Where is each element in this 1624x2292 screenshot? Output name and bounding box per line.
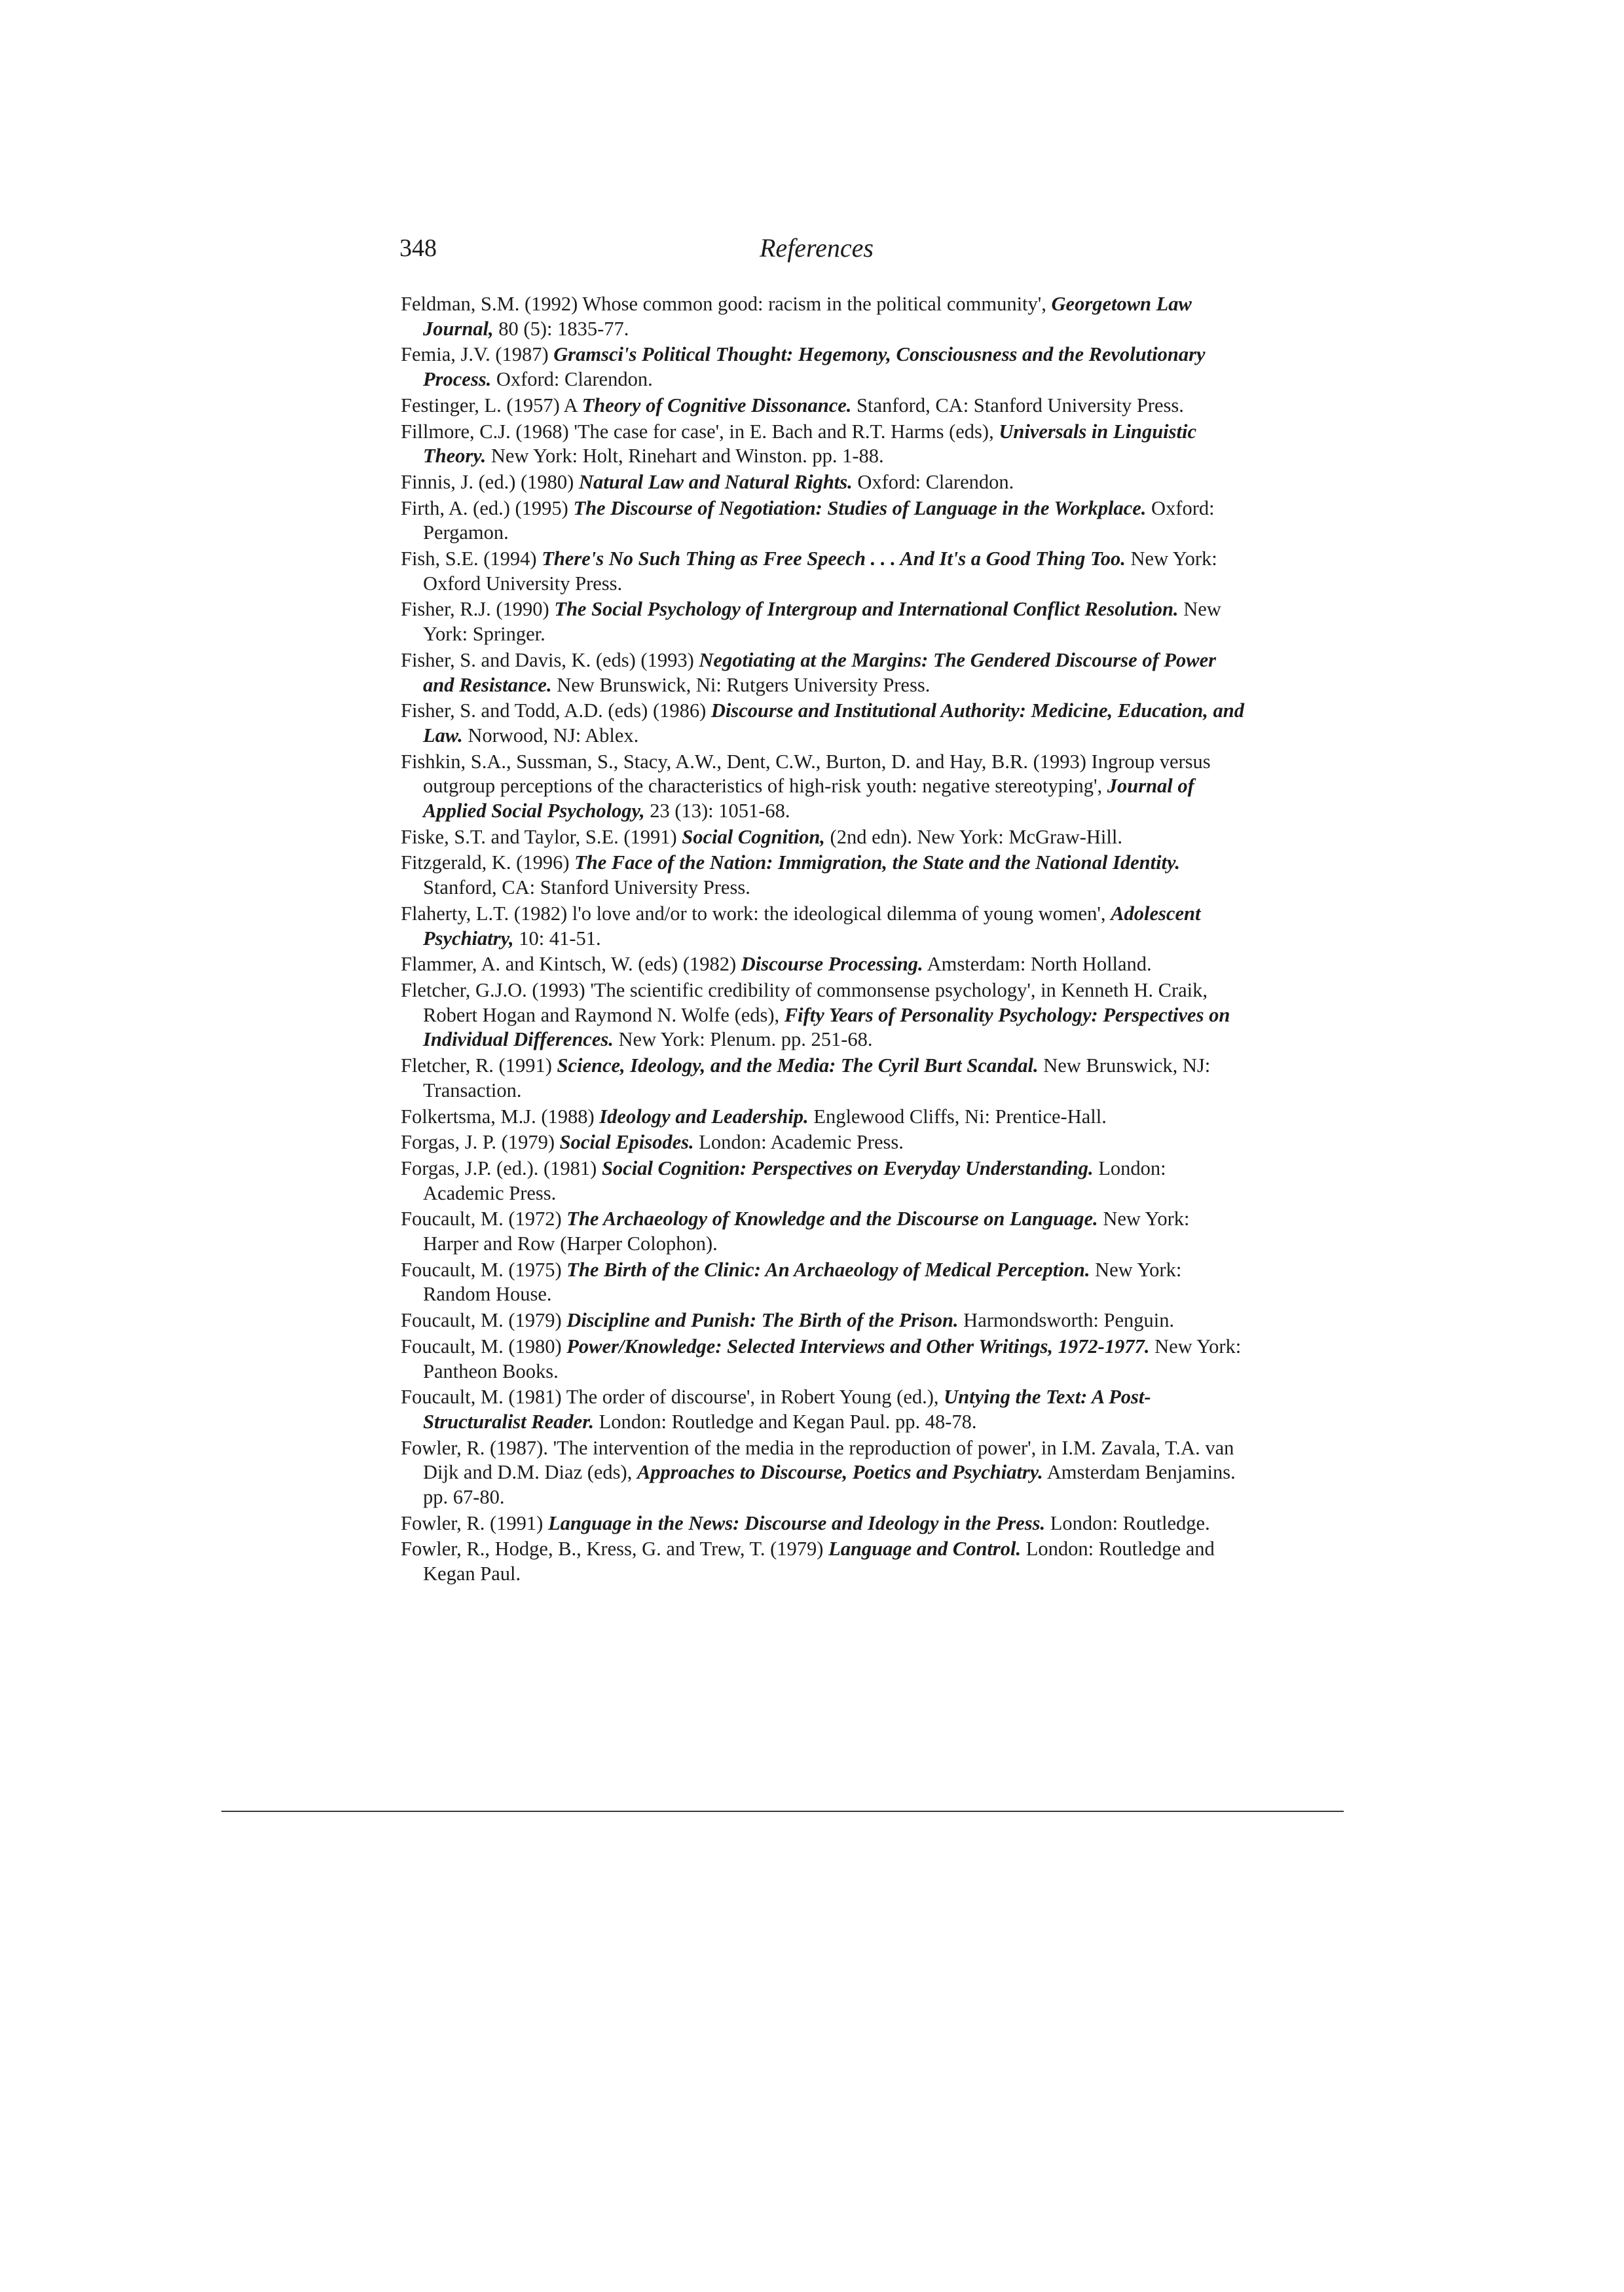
reference-title: Theory of Cognitive Dissonance. <box>581 394 852 416</box>
reference-publication-text: New Brunswick, NJ: Transaction. <box>423 1054 1211 1101</box>
reference-authors-text: Femia, J.V. (1987) <box>401 343 554 366</box>
reference-authors-text: Fowler, R. (1991) <box>401 1511 548 1534</box>
reference-authors-text: Fitzgerald, K. (1996) <box>401 851 575 874</box>
reference-publication-text: New Brunswick, Ni: Rutgers University Press. <box>551 673 931 696</box>
reference-authors-text: Fletcher, R. (1991) <box>401 1054 557 1077</box>
reference-title: Fifty Years of Personality Psychology: Perspectives on Individual Differences. <box>423 1003 1230 1051</box>
reference-publication-text: New York: Oxford University Press. <box>423 547 1217 595</box>
reference-title: There's No Such Thing as Free Speech . . . And It's a Good Thing Too. <box>542 547 1126 570</box>
reference-authors-text: Fish, S.E. (1994) <box>401 547 542 570</box>
reference-entry <box>401 1511 1249 1536</box>
reference-publication-text: Harmondsworth: Penguin. <box>958 1309 1175 1332</box>
reference-publication-text: New York: Springer. <box>423 598 1221 646</box>
reference-entry <box>401 1308 1249 1333</box>
reference-title: Science, Ideology, and the Media: The Cyril Burt Scandal. <box>557 1054 1039 1077</box>
reference-authors-text: Fishkin, S.A., Sussman, S., Stacy, A.W., Dent, C.W., Burton, D. and Hay, B.R. (1993) Ingroup versus outgroup perceptions of the characteristics of high-risk youth: negative stereotyping', <box>401 750 1211 798</box>
reference-entry <box>401 470 1249 495</box>
reference-authors-text: Fisher, S. and Davis, K. (eds) (1993) <box>401 648 699 671</box>
reference-title: Language and Control. <box>828 1538 1022 1561</box>
reference-authors-text: Foucault, M. (1980) <box>401 1335 567 1358</box>
reference-publication-text: New York: Plenum. pp. 251-68. <box>613 1028 873 1051</box>
reference-entry <box>401 496 1249 545</box>
reference-publication-text: London: Routledge and Kegan Paul. pp. 48-78. <box>594 1410 977 1433</box>
reference-authors-text: Fillmore, C.J. (1968) 'The case for case', in E. Bach and R.T. Harms (eds), <box>401 420 999 443</box>
reference-publication-text: London: Academic Press. <box>423 1156 1166 1204</box>
reference-publication-text: New York: Pantheon Books. <box>423 1335 1242 1382</box>
reference-publication-text: 23 (13): 1051-68. <box>644 800 790 823</box>
reference-publication-text: London: Academic Press. <box>693 1131 904 1154</box>
reference-authors-text: Fisher, R.J. (1990) <box>401 598 555 621</box>
reference-authors-text: Foucault, M. (1972) <box>401 1208 567 1230</box>
reference-entry <box>401 1335 1249 1384</box>
reference-title: Journal of Applied Social Psychology, <box>423 775 1194 823</box>
reference-publication-text: (2nd edn). New York: McGraw-Hill. <box>824 825 1122 848</box>
reference-title: The Discourse of Negotiation: Studies of Language in the Workplace. <box>573 496 1147 519</box>
reference-authors-text: Flammer, A. and Kintsch, W. (eds) (1982) <box>401 953 741 976</box>
reference-entry <box>401 648 1249 697</box>
reference-publication-text: London: Routledge and Kegan Paul. <box>423 1538 1215 1585</box>
reference-authors-text: Feldman, S.M. (1992) Whose common good: racism in the political community', <box>401 293 1052 315</box>
reference-authors-text: Fisher, S. and Todd, A.D. (eds) (1986) <box>401 699 711 722</box>
reference-title: Untying the Text: A Post-Structuralist Reader. <box>423 1386 1151 1433</box>
reference-title: Power/Knowledge: Selected Interviews and Other Writings, 1972-1977. <box>566 1335 1150 1358</box>
reference-title: Universals in Linguistic Theory. <box>423 420 1196 468</box>
reference-authors-text: Folkertsma, M.J. (1988) <box>401 1105 600 1128</box>
reference-authors-text: Forgas, J.P. (ed.). (1981) <box>401 1156 602 1179</box>
reference-entry <box>401 1537 1249 1586</box>
reference-publication-text: Amsterdam: North Holland. <box>923 953 1152 976</box>
reference-publication-text: New York: Holt, Rinehart and Winston. pp. 1-88. <box>486 445 884 468</box>
reference-entry <box>401 1385 1249 1434</box>
reference-entry <box>401 952 1249 977</box>
reference-entry <box>401 597 1249 646</box>
reference-authors-text: Fiske, S.T. and Taylor, S.E. (1991) <box>401 825 682 848</box>
reference-entry <box>401 902 1249 951</box>
reference-title: Negotiating at the Margins: The Gendered Discourse of Power and Resistance. <box>423 648 1216 696</box>
reference-title: Social Cognition, <box>682 825 825 848</box>
reference-title: Discourse and Institutional Authority: Medicine, Education, and Law. <box>423 699 1244 747</box>
running-title: References <box>760 233 874 263</box>
reference-list <box>401 292 1249 1588</box>
reference-authors-text: Fowler, R. (1987). 'The intervention of the media in the reproduction of power', in I.M. Zavala, T.A. van Dijk and D.M. Diaz (eds), <box>401 1436 1234 1484</box>
reference-authors-text: Firth, A. (ed.) (1995) <box>401 496 574 519</box>
reference-authors-text: Festinger, L. (1957) A <box>401 394 582 416</box>
reference-title: Discourse Processing. <box>741 953 923 976</box>
reference-publication-text: 80 (5): 1835-77. <box>493 317 629 340</box>
reference-title: Approaches to Discourse, Poetics and Psychiatry. <box>637 1461 1043 1484</box>
reference-title: Discipline and Punish: The Birth of the Prison. <box>566 1309 959 1332</box>
reference-title: The Birth of the Clinic: An Archaeology of Medical Perception. <box>566 1258 1090 1281</box>
reference-title: The Social Psychology of Intergroup and International Conflict Resolution. <box>554 598 1179 621</box>
reference-entry <box>401 978 1249 1052</box>
reference-entry <box>401 394 1249 418</box>
reference-entry <box>401 1156 1249 1206</box>
reference-authors-text: Fletcher, G.J.O. (1993) 'The scientific credibility of commonsense psychology', in Kenneth H. Craik, Robert Hogan and Raymond N. Wolfe (eds), <box>401 978 1208 1026</box>
reference-authors-text: Forgas, J. P. (1979) <box>401 1131 560 1154</box>
reference-entry <box>401 1436 1249 1510</box>
reference-publication-text: Englewood Cliffs, Ni: Prentice-Hall. <box>808 1105 1107 1128</box>
reference-entry <box>401 750 1249 824</box>
reference-entry <box>401 851 1249 900</box>
reference-entry <box>401 292 1249 341</box>
reference-authors-text: Finnis, J. (ed.) (1980) <box>401 470 579 493</box>
reference-publication-text: Oxford: Clarendon. <box>852 470 1014 493</box>
reference-entry <box>401 1207 1249 1256</box>
reference-title: Georgetown Law Journal, <box>423 293 1192 340</box>
reference-title: Natural Law and Natural Rights. <box>578 470 853 493</box>
reference-publication-text: 10: 41-51. <box>513 927 601 950</box>
reference-entry <box>401 699 1249 748</box>
reference-publication-text: Amsterdam Benjamins. pp. 67-80. <box>423 1461 1236 1509</box>
reference-entry <box>401 1258 1249 1307</box>
reference-authors-text: Flaherty, L.T. (1982) l'o love and/or to work: the ideological dilemma of young women', <box>401 902 1111 925</box>
reference-entry <box>401 825 1249 850</box>
reference-publication-text: Oxford: Pergamon. <box>423 496 1215 544</box>
reference-publication-text: Norwood, NJ: Ablex. <box>462 724 639 747</box>
reference-entry <box>401 420 1249 469</box>
reference-publication-text: Oxford: Clarendon. <box>491 368 653 391</box>
reference-title: The Face of the Nation: Immigration, the State and the National Identity. <box>574 851 1181 874</box>
reference-title: Language in the News: Discourse and Ideology in the Press. <box>547 1511 1046 1534</box>
reference-title: Social Episodes. <box>559 1131 694 1154</box>
reference-title: Adolescent Psychiatry, <box>423 902 1201 950</box>
reference-entry <box>401 1054 1249 1103</box>
reference-title: Social Cognition: Perspectives on Everyday Understanding. <box>601 1156 1094 1179</box>
reference-entry <box>401 342 1249 392</box>
reference-authors-text: Foucault, M. (1981) The order of discourse', in Robert Young (ed.), <box>401 1386 944 1409</box>
reference-publication-text: Stanford, CA: Stanford University Press. <box>851 394 1184 416</box>
reference-authors-text: Foucault, M. (1979) <box>401 1309 567 1332</box>
reference-authors-text: Fowler, R., Hodge, B., Kress, G. and Trew, T. (1979) <box>401 1538 829 1561</box>
reference-publication-text: New York: Harper and Row (Harper Colophon). <box>423 1208 1190 1255</box>
reference-title: Ideology and Leadership. <box>599 1105 809 1128</box>
reference-publication-text: New York: Random House. <box>423 1258 1182 1306</box>
reference-publication-text: London: Routledge. <box>1045 1511 1210 1534</box>
reference-authors-text: Foucault, M. (1975) <box>401 1258 567 1281</box>
reference-title: The Archaeology of Knowledge and the Discourse on Language. <box>566 1208 1098 1230</box>
page-number: 348 <box>399 234 437 262</box>
reference-publication-text: Stanford, CA: Stanford University Press. <box>423 876 750 899</box>
reference-entry <box>401 547 1249 596</box>
footer-divider <box>221 1811 1344 1812</box>
reference-entry <box>401 1130 1249 1155</box>
reference-entry <box>401 1105 1249 1130</box>
reference-title: Gramsci's Political Thought: Hegemony, Consciousness and the Revolutionary Process. <box>423 343 1206 391</box>
